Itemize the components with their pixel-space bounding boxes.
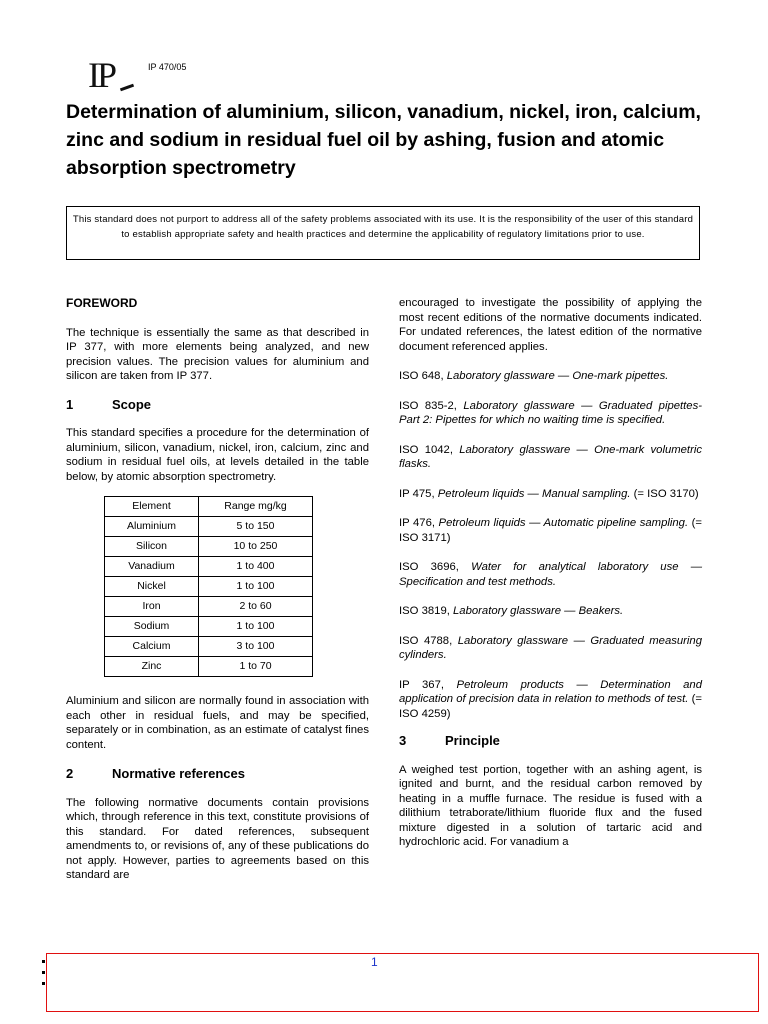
range-cell: 2 to 60	[199, 597, 313, 617]
reference-id: ISO 3819,	[399, 605, 450, 617]
right-column	[399, 296, 702, 850]
range-cell: 1 to 100	[199, 577, 313, 597]
element-range-table	[104, 496, 313, 677]
principle-heading: 3 Principle	[399, 733, 500, 748]
reference-item	[399, 516, 702, 545]
page-title: Determination of aluminium, silicon, vanadium, nickel, iron, calcium, zinc and sodium in residual fuel oil by ashing, fusion and atomic absorption spectrometry	[66, 101, 701, 179]
reference-title: Water for analytical laboratory use — Specification and test methods.	[399, 561, 702, 588]
element-cell: Iron	[105, 597, 199, 617]
reference-title: Laboratory glassware — One-mark volumetric flasks.	[399, 443, 702, 470]
reference-id: IP 367,	[399, 678, 444, 691]
reference-id: ISO 648,	[399, 370, 444, 382]
reference-item	[399, 369, 702, 384]
range-cell: 1 to 400	[199, 557, 313, 577]
reference-id: IP 476,	[399, 517, 435, 529]
foreword-heading: FOREWORD	[66, 296, 138, 310]
reference-id: ISO 4788,	[399, 634, 453, 647]
reference-item	[399, 443, 702, 472]
table-row	[105, 537, 313, 557]
reference-id: ISO 835-2,	[399, 399, 457, 412]
table-row	[105, 657, 313, 677]
table-row	[105, 597, 313, 617]
reference-equivalent: (= ISO 4259)	[399, 693, 702, 720]
element-cell: Zinc	[105, 657, 199, 677]
footer-frame	[46, 953, 759, 1012]
reference-list	[399, 369, 702, 721]
reference-item	[399, 399, 702, 428]
table-row	[105, 557, 313, 577]
reference-equivalent: (= ISO 3170)	[633, 487, 699, 500]
range-cell: 1 to 100	[199, 617, 313, 637]
range-cell: 5 to 150	[199, 517, 313, 537]
element-cell: Element	[105, 497, 199, 517]
foreword-text: The technique is essentially the same as that described in IP 377, with more elements being analyzed, and new precision values. The precision values for aluminium and silicon are taken from IP 377.	[66, 326, 369, 382]
element-cell: Calcium	[105, 637, 199, 657]
range-cell: 1 to 70	[199, 657, 313, 677]
element-cell: Nickel	[105, 577, 199, 597]
reference-title: Laboratory glassware — One-mark pipettes.	[446, 370, 669, 382]
normative-text: The following normative documents contain provisions which, through reference in this text, constitute provisions of this standard. For dated references, subsequent amendments to, or revisions of, any of these publications do not apply. However, parties to agreements based on this standard are	[66, 796, 369, 881]
normative-continued: encouraged to investigate the possibility of applying the most recent editions of the normative documents indicated. For undated references, the latest edition of the normative document referenced applies.	[399, 297, 702, 353]
scope-after-text: Aluminium and silicon are normally found in association with each other in residual fuels, and may be specified, separately or in combination, as an estimate of catalyst fines content.	[66, 695, 369, 751]
range-cell: Range mg/kg	[199, 497, 313, 517]
ip-logo: IP	[88, 54, 114, 96]
document-code: IP 470/05	[148, 62, 187, 72]
principle-text: A weighed test portion, together with an ashing agent, is ignited and burnt, and the residual carbon removed by heating in a muffle furnace. The residue is fused with a dilithium tetraborate/lithium fluoride flux and the fused mixture digested in a solution of tartaric acid and hydrochloric acid. For vanadium a	[399, 763, 702, 848]
reference-title: Laboratory glassware — Graduated measuring cylinders.	[399, 634, 702, 661]
reference-title: Laboratory glassware — Graduated pipettes- Part 2: Pipettes for which no waiting time is specified.	[399, 399, 702, 426]
element-cell: Sodium	[105, 617, 199, 637]
reference-item	[399, 678, 702, 722]
reference-title: Petroleum products — Determination and application of precision data in relation to methods of test.	[399, 678, 702, 705]
table-header-row	[105, 497, 313, 517]
reference-title: Laboratory glassware — Beakers.	[453, 605, 624, 617]
range-cell: 10 to 250	[199, 537, 313, 557]
normative-heading: 2 Normative references	[66, 766, 245, 781]
table-row	[105, 637, 313, 657]
reference-id: ISO 1042,	[399, 443, 453, 456]
reference-id: ISO 3696,	[399, 561, 459, 573]
reference-item	[399, 634, 702, 663]
scope-text: This standard specifies a procedure for the determination of aluminium, silicon, vanadium, nickel, iron, calcium, zinc and sodium in residual fuel oils, at levels detailed in the table below, by atomic absorption spectrometry.	[66, 427, 369, 483]
element-cell: Vanadium	[105, 557, 199, 577]
element-cell: Aluminium	[105, 517, 199, 537]
table-row	[105, 617, 313, 637]
safety-disclaimer: This standard does not purport to address all of the safety problems associated with its use. It is the responsibility of the user of this standard to establish appropriate safety and health practices and determine the applicability of regulatory limitations prior to use.	[66, 206, 700, 260]
scope-heading: 1 Scope	[66, 396, 152, 412]
reference-item	[399, 560, 702, 589]
reference-item	[399, 604, 702, 619]
reference-equivalent: (= ISO 3171)	[399, 517, 702, 544]
reference-title: Petroleum liquids — Automatic pipeline sampling.	[438, 517, 689, 529]
reference-item	[399, 487, 702, 502]
reference-id: IP 475,	[399, 487, 435, 500]
range-cell: 3 to 100	[199, 637, 313, 657]
element-cell: Silicon	[105, 537, 199, 557]
left-column	[66, 296, 369, 883]
table-row	[105, 517, 313, 537]
page-number: 1	[371, 955, 378, 969]
table-row	[105, 577, 313, 597]
reference-title: Petroleum liquids — Manual sampling.	[437, 487, 631, 500]
